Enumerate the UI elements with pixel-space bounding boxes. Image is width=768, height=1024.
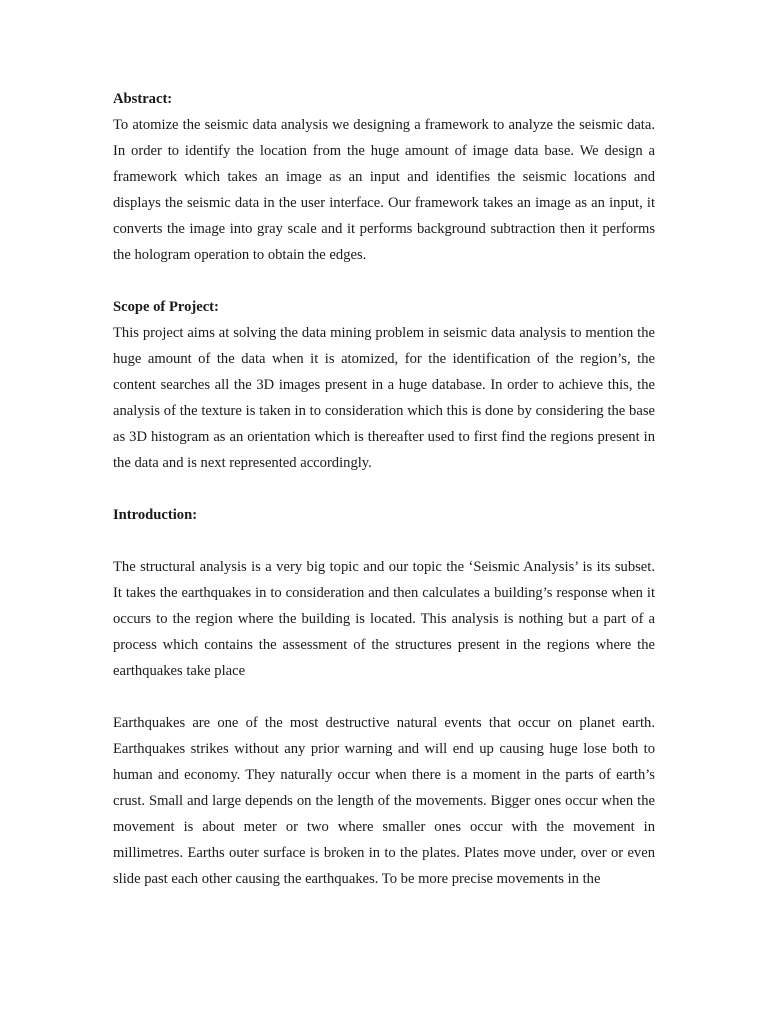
introduction-paragraph-2: Earthquakes are one of the most destructive natural events that occur on planet earth. Earthquakes strikes without any prior warning and will end up causing huge lose both to human and economy. They naturally occur when there is a moment in the parts of earth’s crust. Small and large depends on the length of the movements. Bigger ones occur when the movement is about meter or two where smaller ones occur with the movement in millimetres. Earths outer surface is broken in to the plates. Plates move under, over or even slide past each other causing the earthquakes. To be more precise movements in the (113, 715, 655, 887)
scope-heading: Scope of Project: (113, 299, 219, 315)
section-spacer (113, 268, 655, 294)
document-page (113, 86, 655, 892)
scope-body: This project aims at solving the data mining problem in seismic data analysis to mention the huge amount of the data when it is atomized, for the identification of the region’s, the content searches all the 3D images present in a huge database. In order to achieve this, the analysis of the texture is taken in to consideration which this is done by considering the base as 3D histogram as an orientation which is thereafter used to first find the regions present in the data and is next represented accordingly. (113, 325, 655, 471)
section-spacer (113, 476, 655, 502)
section-spacer (113, 684, 655, 710)
introduction-paragraph-1: The structural analysis is a very big topic and our topic the ‘Seismic Analysis’ is its subset. It takes the earthquakes in to consideration and then calculates a building’s response when it occurs to the region where the building is located. This analysis is nothing but a part of a process which contains the assessment of the structures present in the regions where the earthquakes take place (113, 559, 655, 679)
introduction-heading: Introduction: (113, 507, 198, 523)
abstract-body: To atomize the seismic data analysis we designing a framework to analyze the seismic data. In order to identify the location from the huge amount of image data base. We design a framework which takes an image as an input and identifies the seismic locations and displays the seismic data in the user interface. Our framework takes an image as an input, it converts the image into gray scale and it performs background subtraction then it performs the hologram operation to obtain the edges. (113, 117, 655, 263)
abstract-heading: Abstract: (113, 91, 173, 107)
section-spacer (113, 528, 655, 554)
